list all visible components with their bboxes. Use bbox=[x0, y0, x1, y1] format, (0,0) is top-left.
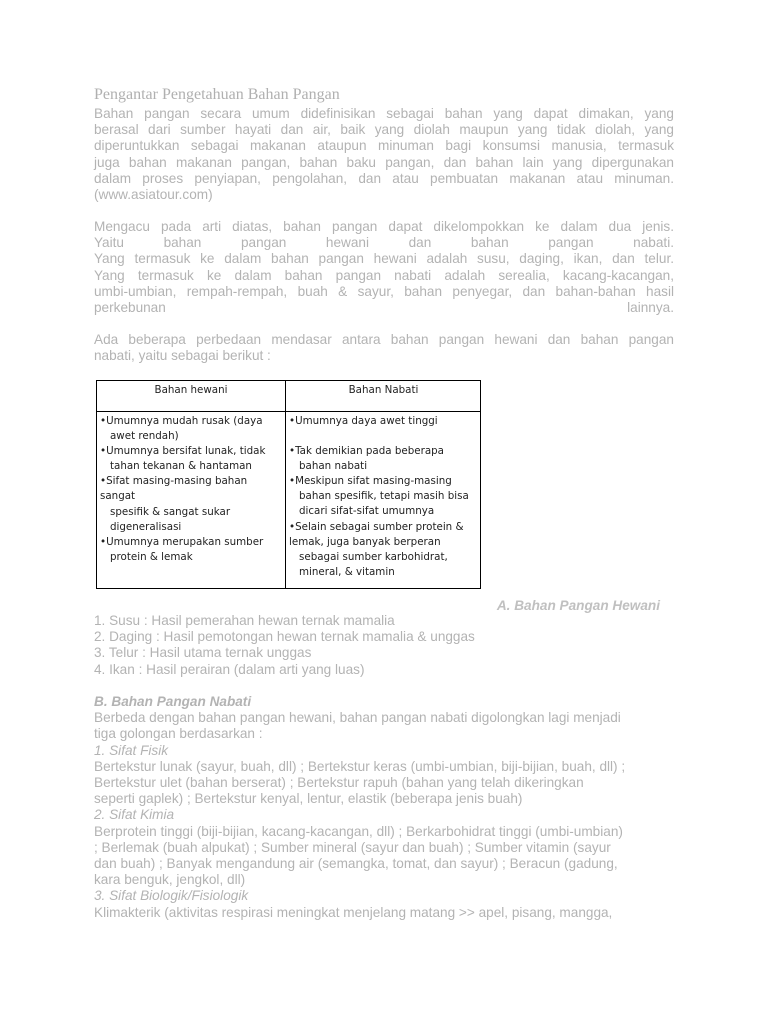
text-line: Klimakterik (aktivitas respirasi meningkat menjelang matang >> apel, pisang, mangga, bbox=[94, 904, 613, 920]
table-cell-line: •Umumnya merupakan sumber bbox=[100, 535, 264, 548]
section-a-list bbox=[94, 613, 674, 678]
text-line: berasal dari sumber hayati dan air, baik yang diolah maupun yang tidak diolah, yang bbox=[94, 122, 674, 138]
table-spacer bbox=[289, 429, 479, 444]
table-cell-line: •Meskipun sifat masing-masing bbox=[289, 475, 452, 488]
table-cell-line: bahan spesifik, tetapi masih bisa bbox=[299, 490, 469, 503]
text-line: Bertekstur ulet (bahan berserat) ; Bertekstur rapuh (bahan yang telah dikeringkan bbox=[94, 775, 584, 791]
text-line: tiga golongan berdasarkan : bbox=[94, 726, 263, 742]
section-a-heading: A. Bahan Pangan Hewani bbox=[496, 598, 660, 613]
table-cell-line: spesifik & sangat sukar bbox=[110, 505, 231, 518]
table-header-hewani: Bahan hewani bbox=[154, 384, 228, 396]
text-line: ; Berlemak (buah alpukat) ; Sumber mineral (sayur dan buah) ; Sumber vitamin (sayur bbox=[94, 839, 611, 855]
table-cell-line: awet rendah) bbox=[110, 430, 179, 443]
table-column-nabati bbox=[289, 414, 479, 580]
table-cell-line: lemak, juga banyak berperan bbox=[289, 535, 441, 548]
list-item: 3. Telur : Hasil utama ternak unggas bbox=[94, 645, 312, 661]
text-line: dan buah) ; Banyak mengandung air (semangka, tomat, dan sayur) ; Beracun (gadung, bbox=[94, 856, 618, 872]
list-item: 2. Daging : Hasil pemotongan hewan ternak mamalia & unggas bbox=[94, 629, 475, 645]
text-line: Mengacu pada arti diatas, bahan pangan dapat dikelompokkan ke dalam dua jenis. bbox=[94, 219, 674, 234]
classification-paragraph bbox=[94, 219, 674, 316]
table-cell-line: dicari sifat-sifat umumnya bbox=[299, 505, 435, 518]
text-line: Bertekstur lunak (sayur, buah, dll) ; Bertekstur keras (umbi-umbian, biji-bijian, buah, dll) ; bbox=[94, 758, 626, 774]
text-line: juga bahan makanan pangan, bahan baku pangan, dan bahan lain yang dipergunakan bbox=[94, 154, 674, 170]
text-line: umbi-umbian, rempah-rempah, buah & sayur, bahan penyegar, dan bahan-bahan hasil bbox=[94, 283, 674, 299]
subsection-heading: 2. Sifat Kimia bbox=[94, 807, 175, 823]
table-cell-line: •Selain sebagai sumber protein & bbox=[289, 520, 464, 533]
text-line: Bahan pangan secara umum didefinisikan sebagai bahan yang dapat dimakan, yang bbox=[94, 106, 674, 121]
list-item: 4. Ikan : Hasil perairan (dalam arti yang luas) bbox=[94, 661, 365, 677]
intro-paragraph bbox=[94, 106, 674, 203]
table-divider bbox=[97, 411, 480, 412]
table-cell-line: tahan tekanan & hantaman bbox=[110, 460, 252, 473]
text-line: nabati, yaitu sebagai berikut : bbox=[94, 348, 271, 364]
text-line: kara benguk, jengkol, dll) bbox=[94, 872, 246, 888]
text-line: Berprotein tinggi (biji-bijian, kacang-kacangan, dll) ; Berkarbohidrat tinggi (umbi-umbian) bbox=[94, 823, 623, 839]
text-line: dalam proses penyiapan, pengolahan, dan atau pembuatan makanan atau minuman. bbox=[94, 170, 674, 186]
text-line: Yaitu bahan pangan hewani dan bahan pangan nabati. bbox=[94, 235, 674, 251]
subsection-heading: 3. Sifat Biologik/Fisiologik bbox=[94, 888, 249, 904]
text-line: seperti gaplek) ; Bertekstur kenyal, lentur, elastik (beberapa jenis buah) bbox=[94, 791, 523, 807]
table-cell-line: sebagai sumber karbohidrat, bbox=[299, 550, 448, 563]
text-line: Ada beberapa perbedaan mendasar antara bahan pangan hewani dan bahan pangan bbox=[94, 332, 674, 347]
table-header-nabati: Bahan Nabati bbox=[348, 384, 419, 396]
table-divider bbox=[285, 381, 286, 588]
page-title: Pengantar Pengetahuan Bahan Pangan bbox=[94, 86, 340, 103]
section-b bbox=[94, 694, 674, 921]
table-cell-line: digeneralisasi bbox=[110, 520, 182, 533]
text-line: Berbeda dengan bahan pangan hewani, bahan pangan nabati digolongkan lagi menjadi bbox=[94, 710, 621, 726]
text-line: perkebunan lainnya. bbox=[94, 300, 674, 316]
table-cell-line: •Sifat masing-masing bahan sangat bbox=[100, 475, 248, 503]
text-line: Yang termasuk ke dalam bahan pangan nabati adalah serealia, kacang-kacangan, bbox=[94, 267, 674, 283]
table-cell-line: •Umumnya mudah rusak (daya bbox=[100, 415, 263, 427]
table-cell-line: mineral, & vitamin bbox=[299, 565, 395, 578]
text-line: diperuntukkan sebagai makanan ataupun minuman bagi konsumsi manusia, termasuk bbox=[94, 138, 674, 154]
table-cell-line: •Umumnya daya awet tinggi bbox=[289, 415, 438, 427]
table-cell-line: bahan nabati bbox=[299, 460, 368, 473]
section-b-heading: B. Bahan Pangan Nabati bbox=[94, 694, 252, 709]
text-line: Yang termasuk ke dalam bahan pangan hewani adalah susu, daging, ikan, dan telur. bbox=[94, 251, 674, 267]
text-line: (www.asiatour.com) bbox=[94, 187, 213, 203]
list-item: 1. Susu : Hasil pemerahan hewan ternak mamalia bbox=[94, 613, 395, 628]
difference-paragraph bbox=[94, 332, 674, 364]
comparison-table bbox=[96, 380, 481, 589]
table-cell-line: •Tak demikian pada beberapa bbox=[289, 445, 444, 458]
subsection-heading: 1. Sifat Fisik bbox=[94, 742, 169, 758]
table-cell-line: •Umumnya bersifat lunak, tidak bbox=[100, 445, 266, 458]
table-cell-line: protein & lemak bbox=[110, 550, 193, 563]
table-column-hewani bbox=[100, 414, 285, 565]
